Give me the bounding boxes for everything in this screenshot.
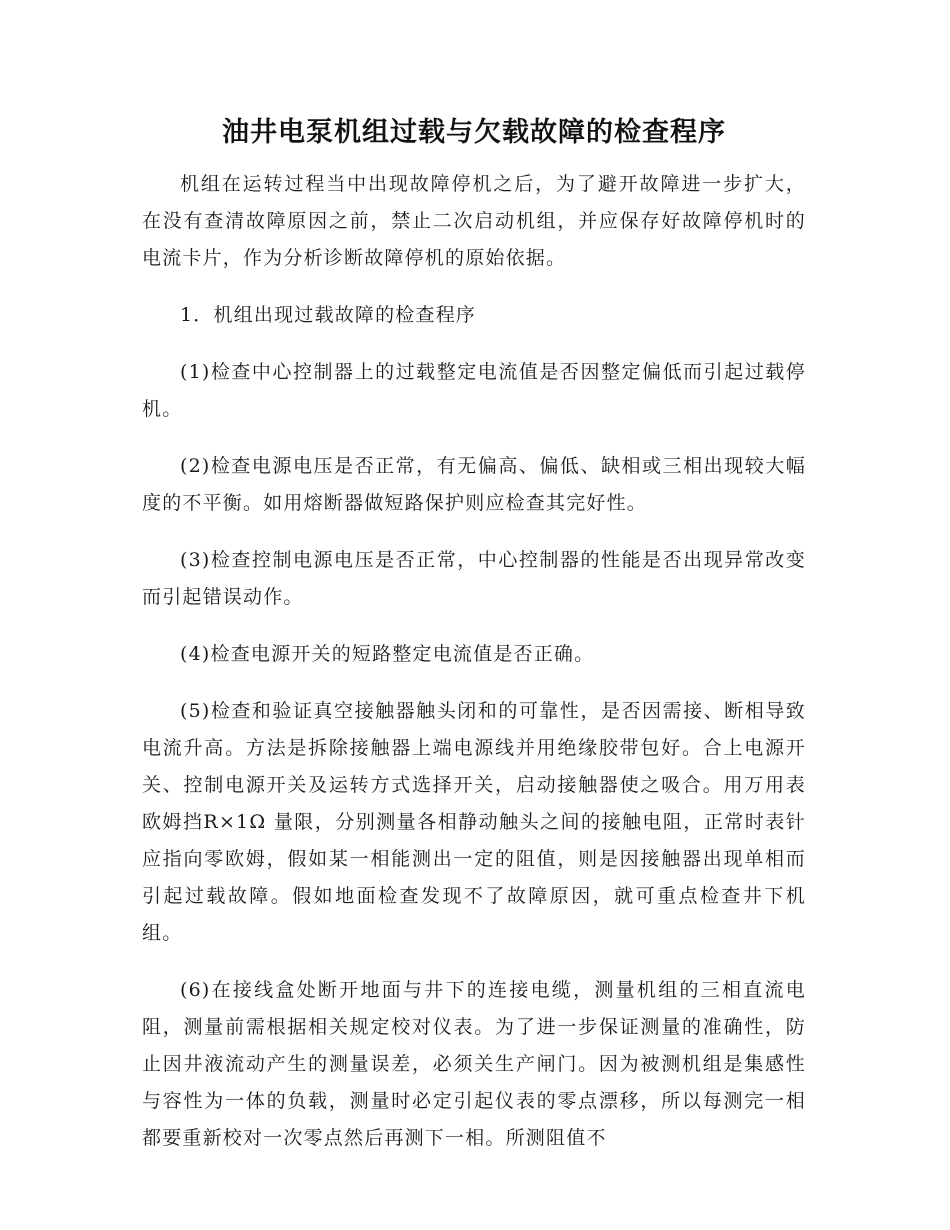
document-page	[142, 108, 806, 1177]
paragraph-step-6: (6)在接线盒处断开地面与井下的连接电缆，测量机组的三相直流电阻，测量前需根据相关规定校对仪表。为了进一步保证测量的准确性，防止因井液流动产生的测量误差，必须关生产闸门。因为被测机组是集感性与容性为一体的负载，测量时必定引起仪表的零点漂移，所以每测完一相都要重新校对一次零点然后再测下一相。所测阻值不	[142, 979, 806, 1149]
paragraph-step-4: (4)检查电源开关的短路整定电流值是否正确。	[180, 643, 595, 665]
paragraph-intro: 机组在运转过程当中出现故障停机之后，为了避开故障进一步扩大，在没有查清故障原因之前，禁止二次启动机组，并应保存好故障停机时的电流卡片，作为分析诊断故障停机的原始依据。	[142, 173, 806, 269]
paragraph-step-2: (2)检查电源电压是否正常，有无偏高、偏低、缺相或三相出现较大幅度的不平衡。如用熔断器做短路保护则应检查其完好性。	[142, 455, 806, 514]
paragraph-step-5: (5)检查和验证真空接触器触头闭和的可靠性，是否因需接、断相导致电流升高。方法是拆除接触器上端电源线并用绝缘胶带包好。合上电源开关、控制电源开关及运转方式选择开关，启动接触器使之吸合。用万用表欧姆挡R×1Ω 量限，分别测量各相静动触头之间的接触电阻，正常时表针应指向零欧姆，假如某一相能测出一定的阻值，则是因接触器出现单相而引起过载故障。假如地面检查发现不了故障原因，就可重点检查井下机组。	[142, 700, 806, 944]
paragraph-step-1: (1)检查中心控制器上的过载整定电流值是否因整定偏低而引起过载停机。	[142, 361, 806, 420]
paragraph-step-3: (3)检查控制电源电压是否正常，中心控制器的性能是否出现异常改变而引起错误动作。	[142, 549, 806, 608]
document-title: 油井电泵机组过载与欠载故障的检查程序	[222, 117, 726, 148]
section-heading-overload: 1．机组出现过载故障的检查程序	[180, 304, 477, 326]
